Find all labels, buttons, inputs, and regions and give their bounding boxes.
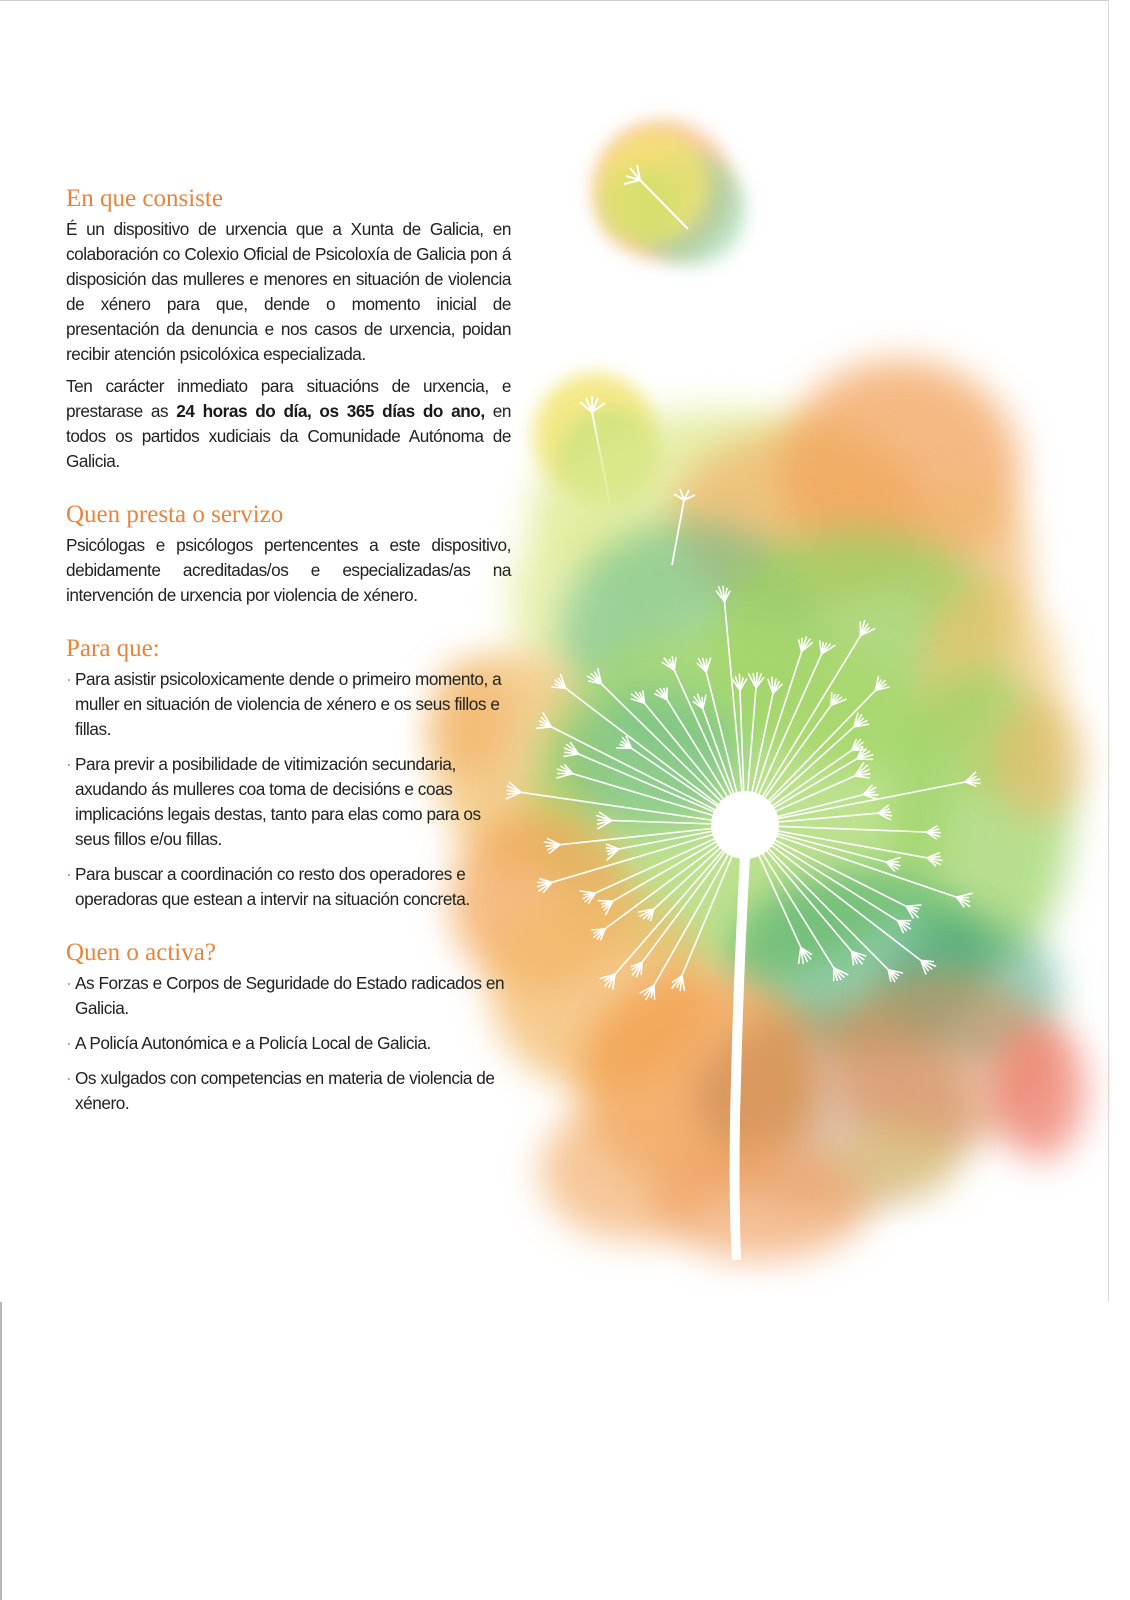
bullet-dot: · xyxy=(66,1068,72,1088)
paragraph-availability xyxy=(66,374,511,474)
heading-para-que: Para que: xyxy=(66,635,160,662)
list-item xyxy=(66,971,511,1021)
scan-edge xyxy=(0,1302,2,1600)
list-item xyxy=(66,1066,511,1116)
list-item xyxy=(66,862,511,912)
heading-en-que-consiste: En que consiste xyxy=(66,185,223,212)
list-item-text: Os xulgados con competencias en materia de violencia de xénero. xyxy=(75,1068,495,1113)
text-column xyxy=(66,184,511,1142)
list-item xyxy=(66,667,511,742)
list-item-text: A Policía Autonómica e a Policía Local de Galicia. xyxy=(75,1033,431,1053)
heading-quen-o-activa: Quen o activa? xyxy=(66,939,216,966)
scan-background xyxy=(0,1302,1130,1600)
purpose-list xyxy=(66,667,511,912)
availability-hours: 24 horas do día, os 365 días do ano, xyxy=(176,401,485,421)
availability-text-start: Ten carácter inmediato para situacións de urxencia, e prestarase as xyxy=(66,376,511,421)
list-item-text: Para buscar a coordinación co resto dos operadores e operadoras que estean a intervir na situación concreta. xyxy=(75,864,470,909)
list-item xyxy=(66,1031,511,1056)
paragraph-description: É un dispositivo de urxencia que a Xunta de Galicia, en colaboración co Colexio Oficial de Psicoloxía de Galicia pon á disposición das mulleres e menores en situación de violencia de xénero para que, dende o momento inicial de presentación da denuncia e nos casos de urxencia, poidan recibir atención psicolóxica especializada. xyxy=(66,219,511,364)
activation-list xyxy=(66,971,511,1116)
section-en-que-consiste xyxy=(66,184,511,474)
bullet-dot: · xyxy=(66,669,72,689)
list-item-text: As Forzas e Corpos de Seguridade do Estado radicados en Galicia. xyxy=(75,973,505,1018)
bullet-dot: · xyxy=(66,973,72,993)
bullet-dot: · xyxy=(66,754,72,774)
list-item-text: Para previr a posibilidade de vitimización secundaria, axudando ás mulleres coa toma de decisións e coas implicacións legais destas, tanto para elas como para os seus fillos e/ou fillas. xyxy=(75,754,481,849)
section-quen-o-activa xyxy=(66,938,511,1116)
availability-text-end: en todos os partidos xudiciais da Comunidade Autónoma de Galicia. xyxy=(66,401,511,471)
bullet-dot: · xyxy=(66,1033,72,1053)
section-para-que xyxy=(66,634,511,912)
bullet-dot: · xyxy=(66,864,72,884)
paragraph-providers: Psicólogas e psicólogos pertencentes a este dispositivo, debidamente acreditadas/os e especializadas/as na intervención de urxencia por violencia de xénero. xyxy=(66,535,511,605)
list-item-text: Para asistir psicoloxicamente dende o primeiro momento, a muller en situación de violencia de xénero e os seus fillos e fillas. xyxy=(75,669,502,739)
heading-quen-presta: Quen presta o servizo xyxy=(66,501,284,528)
section-quen-presta xyxy=(66,500,511,608)
list-item xyxy=(66,752,511,852)
small-cloud-top xyxy=(593,120,745,265)
